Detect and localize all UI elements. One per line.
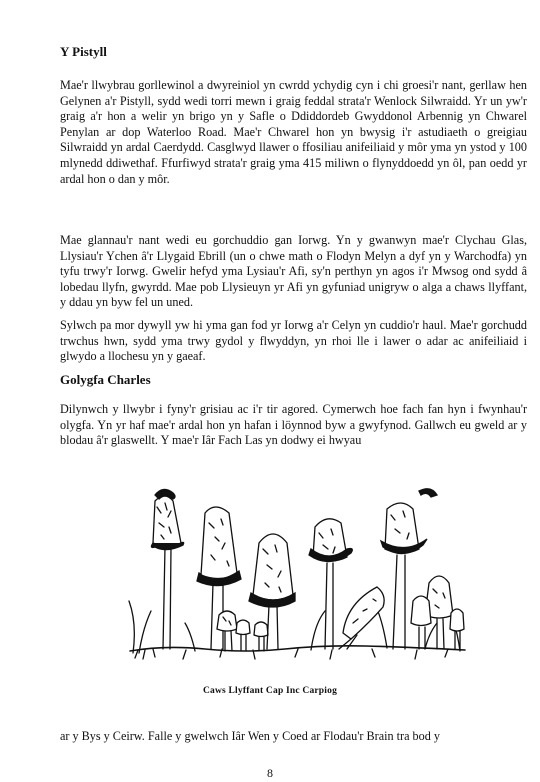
page-number: 8 <box>267 766 273 780</box>
paragraph-pistyll-geology: Mae'r llwybrau gorllewinol a dwyreiniol yn cwrdd ychydig cyn i chi groesi'r nant, gerllaw hen Gelynen a'r Pistyll, sydd wedi torri mewn i graig feddal strata'r Wenlock Silwraidd. Yr un yw'r graig a'r hon a welir yn brigo yn y Safle o Ddiddordeb Gwyddonol Arbennig yn Chwarel Penylan ar dop Waterloo Road. Mae'r Chwarel hon yn bwysig i'r astudiaeth o greigiau Silwraidd yn ardal Caerdydd. Casglwyd llawer o ffosiliau anifeiliaid y môr yma yn ystod y 100 mlynedd ddiwethaf. Ffurfiwyd strata'r graig yma 415 miliwn o flynyddoedd yn ôl, pan oedd yr ardal hon o dan y môr. <box>60 78 527 186</box>
section-heading-golygfa-charles: Golygfa Charles <box>60 372 151 387</box>
mushroom-illustration-icon <box>125 483 470 673</box>
paragraph-dark-cover: Sylwch pa mor dywyll yw hi yma gan fod yr Iorwg a'r Celyn yn cuddio'r haul. Mae'r gorchudd trwchus hwn, sydd yma trwy gydol y flwyddyn, yn rhoi lle i lawer o adar ac anifeiliaid i glwydo a llochesu yn y gaeaf. <box>60 318 527 364</box>
illustration-caption: Caws Llyffant Cap Inc Carpiog <box>202 686 338 696</box>
paragraph-continuation: ar y Bys y Ceirw. Falle y gwelwch Iâr Wen y Coed ar Flodau'r Brain tra bod y <box>60 729 440 743</box>
paragraph-charles-view: Dilynwch y llwybr i fyny'r grisiau ac i'r tir agored. Cymerwch hoe fach fan hyn i fwynhau'r olygfa. Yn yr haf mae'r ardal hon yn hafan i löynnod byw a gwyfynod. Gallwch eu gweld ar y blodau â'r glaswellt. Y mae'r Iâr Fach Las yn dodwy ei hwyau <box>60 402 527 448</box>
section-heading-pistyll: Y Pistyll <box>60 44 107 59</box>
paragraph-ivy-banks: Mae glannau'r nant wedi eu gorchuddio gan Iorwg. Yn y gwanwyn mae'r Clychau Glas, Llysiau'r Ychen â'r Llygaid Ebrill (un o chwe math o Flodyn Melyn a dyf yn y Warchodfa) yn tyfu trwy'r Iorwg. Gwelir hefyd yma Lysiau'r Afi, sy'n perthyn yn agos i'r Mwsog ond sydd â lobedau llyfn, gwyrdd. Mae pob Llysieuyn yr Afi yn gyfuniad unigryw o alga a chaws llyffant, y ddau yn byw fel un uned. <box>60 233 527 310</box>
